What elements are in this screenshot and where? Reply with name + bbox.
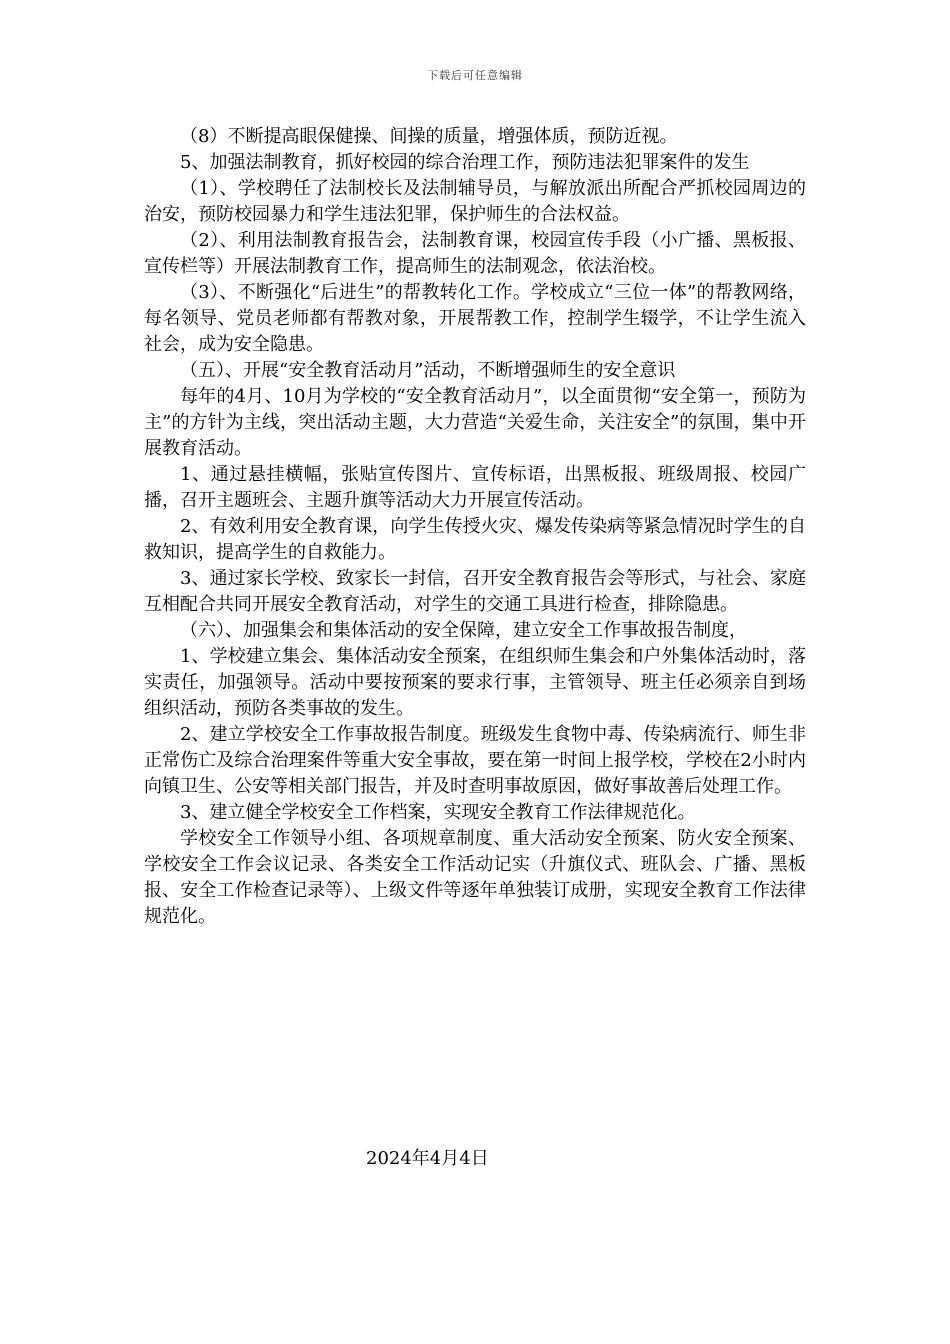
document-body xyxy=(144,124,806,930)
paragraph-10: 3、通过家长学校、致家长一封信，召开安全教育报告会等形式，与社会、家庭互相配合共同开展安全教育活动，对学生的交通工具进行检查，排除隐患。 xyxy=(144,568,806,615)
paragraph-11: （六）、加强集会和集体活动的安全保障，建立安全工作事故报告制度， xyxy=(180,620,747,641)
paragraph-7: 每年的4月、10月为学校的“安全教育活动月”，以全面贯彻“安全第一，预防为主”的方针为主线，突出活动主题，大力营造“关爱生命，关注安全”的氛围，集中开展教育活动。 xyxy=(144,386,806,459)
paragraph-5: （3）、不断强化“后进生”的帮教转化工作。学校成立“三位一体”的帮教网络，每名领导、党员老师都有帮教对象，开展帮教工作，控制学生辍学，不让学生流入社会，成为安全隐患。 xyxy=(144,282,806,355)
document-date: 2024年4月4日 xyxy=(366,1148,489,1169)
paragraph-1: （8）不断提高眼保健操、间操的质量，增强体质，预防近视。 xyxy=(180,126,678,147)
paragraph-13: 2、建立学校安全工作事故报告制度。班级发生食物中毒、传染病流行、师生非正常伤亡及综合治理案件等重大安全事故，要在第一时间上报学校，学校在2小时内向镇卫生、公安等相关部门报告，并及时查明事故原因，做好事故善后处理工作。 xyxy=(144,724,806,797)
paragraph-4: （2）、利用法制教育报告会，法制教育课，校园宣传手段（小广播、黑板报、宣传栏等）开展法制教育工作，提高师生的法制观念，依法治校。 xyxy=(144,230,806,277)
paragraph-9: 2、有效利用安全教育课，向学生传授火灾、爆发传染病等紧急情况时学生的自救知识，提高学生的自救能力。 xyxy=(144,516,806,563)
paragraph-8: 1、通过悬挂横幅，张贴宣传图片、宣传标语，出黑板报、班级周报、校园广播，召开主题班会、主题升旗等活动大力开展宣传活动。 xyxy=(144,464,806,511)
paragraph-14: 3、建立健全学校安全工作档案，实现安全教育工作法律规范化。 xyxy=(180,802,696,823)
paragraph-12: 1、学校建立集会、集体活动安全预案，在组织师生集会和户外集体活动时，落实责任，加强领导。活动中要按预案的要求行事，主管领导、班主任必须亲自到场组织活动，预防各类事故的发生。 xyxy=(144,646,806,719)
header-note: 下载后可任意编辑 xyxy=(427,69,523,82)
paragraph-3: （1）、学校聘任了法制校长及法制辅导员，与解放派出所配合严抓校园周边的治安，预防校园暴力和学生违法犯罪，保护师生的合法权益。 xyxy=(144,178,806,225)
paragraph-6: （五）、开展“安全教育活动月”活动，不断增强师生的安全意识 xyxy=(180,360,676,381)
paragraph-15: 学校安全工作领导小组、各项规章制度、重大活动安全预案、防火安全预案、学校安全工作会议记录、各类安全工作活动记实（升旗仪式、班队会、广播、黑板报、安全工作检查记录等）、上级文件等逐年单独装订成册，实现安全教育工作法律规范化。 xyxy=(144,828,806,927)
paragraph-2: 5、加强法制教育，抓好校园的综合治理工作，预防违法犯罪案件的发生 xyxy=(180,152,750,173)
